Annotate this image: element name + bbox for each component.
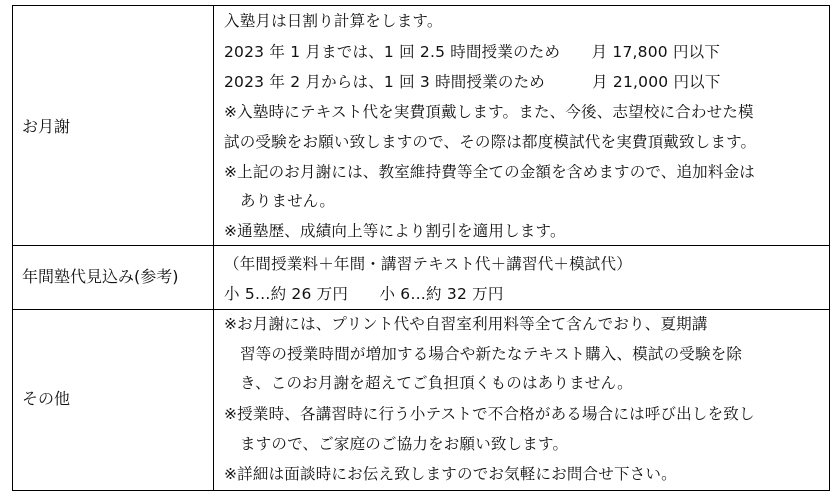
row-label-other: その他 <box>22 389 71 408</box>
row-text-line: 2023 年 2 月からは、1 回 3 時間授業のため 月 21,000 円以下 <box>224 73 721 91</box>
row-text-line: ※お月謝には、プリント代や自習室利用料等全て含んでおり、夏期講 <box>224 315 708 333</box>
table-border-left <box>12 5 13 491</box>
row-text-line: ※通塾歴、成績向上等により割引を適用します。 <box>224 222 566 240</box>
row-divider <box>12 309 830 310</box>
row-text-line: ますので、ご家庭のご協力をお願い致します。 <box>240 435 569 453</box>
row-text-line: ※授業時、各講習時に行う小テストで不合格がある場合には呼び出しを致し <box>224 405 755 423</box>
table-border-top <box>12 5 830 6</box>
table-border-bottom <box>12 490 830 491</box>
row-divider <box>12 245 830 246</box>
row-text-line: 試の受験をお願い致しますので、その際は都度模試代を実費頂戴致します。 <box>224 133 757 151</box>
row-text-line: 習等の授業時間が増加する場合や新たなテキスト購入、模試の受験を除 <box>240 345 743 363</box>
row-label-monthly-fee: お月謝 <box>22 117 71 136</box>
row-text-line: ありません。 <box>240 192 336 210</box>
row-text-line: 2023 年 1 月までは、1 回 2.5 時間授業のため 月 17,800 円以下 <box>224 43 721 61</box>
column-divider <box>213 5 214 491</box>
row-text-line: き、このお月謝を超えてご負担頂くものはありません。 <box>240 374 633 392</box>
table-border-right <box>829 5 830 491</box>
row-label-annual-estimate: 年間塾代見込み(参考) <box>22 267 179 286</box>
row-text-line: ※詳細は面談時にお伝え致しますのでお気軽にお問合せ下さい。 <box>224 465 677 483</box>
row-text-line: 入塾月は日割り計算をします。 <box>224 12 443 30</box>
row-text-line: ※入塾時にテキスト代を実費頂戴します。また、今後、志望校に合わせた模 <box>224 103 754 121</box>
row-text-line: 小 5…約 26 万円 小 6…約 32 万円 <box>224 285 504 303</box>
row-text-line: ※上記のお月謝には、教室維持費等全ての金額を含めますので、追加料金は <box>224 163 755 181</box>
row-text-line: （年間授業料＋年間・講習テキスト代＋講習代＋模試代） <box>224 255 632 273</box>
